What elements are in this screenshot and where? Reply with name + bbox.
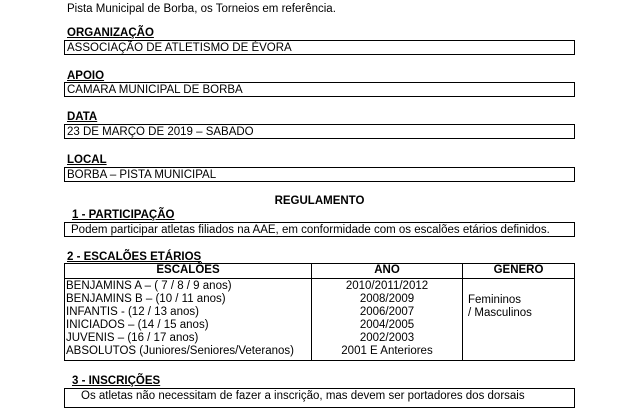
table-right-border <box>574 263 575 361</box>
table-row-escalao: INFANTIS - (12 / 13 anos) <box>66 306 199 318</box>
participacao-box <box>64 222 575 237</box>
apoio-label: APOIO <box>67 70 105 82</box>
participacao-text: Podem participar atletas filiados na AAE, em conformidade com os escalões etários definidos. <box>71 224 550 236</box>
table-row-escalao: INICIADOS – (14 / 15 anos) <box>66 319 209 331</box>
inscricoes-text: Os atletas não necessitam de fazer a inscrição, mas devem ser portadores dos dorsais <box>81 390 525 402</box>
table-row-ano: 2002/2003 <box>359 332 415 344</box>
table-header-genero: GENERO <box>493 264 544 276</box>
organizacao-box <box>64 40 575 55</box>
participacao-heading: 1 - PARTICIPAÇÃO <box>72 209 175 221</box>
table-row-escalao: ABSOLUTOS (Juniores/Seniores/Veteranos) <box>66 345 294 357</box>
table-header-border <box>64 278 575 279</box>
table-row-escalao: JUVENIS – (16 / 17 anos) <box>66 332 199 344</box>
table-bottom-border <box>64 360 575 361</box>
table-row-ano: 2001 E Anteriores <box>341 345 433 357</box>
table-row-ano: 2008/2009 <box>359 293 415 305</box>
organizacao-value: ASSOCIAÇÃO DE ATLETISMO DE ÉVORA <box>67 42 292 54</box>
local-box <box>64 167 575 182</box>
table-row-escalao: BENJAMINS B – (10 / 11 anos) <box>66 293 226 305</box>
local-label: LOCAL <box>67 154 107 166</box>
data-box <box>64 124 575 139</box>
local-value: BORBA – PISTA MUNICIPAL <box>67 169 217 181</box>
organizacao-label: ORGANIZAÇÃO <box>67 27 154 39</box>
intro-text: Pista Municipal de Borba, os Torneios em referência. <box>67 3 336 15</box>
table-col-divider-2 <box>462 263 463 361</box>
data-value: 23 DE MARÇO DE 2019 – SABADO <box>67 126 254 138</box>
escaloes-heading: 2 - ESCALÕES ETÁRIOS <box>67 251 202 263</box>
table-row-ano: 2004/2005 <box>359 319 415 331</box>
apoio-box <box>64 82 575 97</box>
table-row-ano: 2010/2011/2012 <box>345 280 429 292</box>
table-header-escaloes: ESCALÕES <box>156 264 220 276</box>
table-left-border <box>64 263 65 361</box>
apoio-value: CAMARA MUNICIPAL DE BORBA <box>67 84 243 96</box>
table-row-escalao: BENJAMINS A – ( 7 / 8 / 9 anos) <box>66 280 232 292</box>
regulamento-title: REGULAMENTO <box>274 195 365 207</box>
genero-line-2: / Masculinos <box>468 307 532 319</box>
inscricoes-box <box>64 388 575 408</box>
inscricoes-heading: 3 - INSCRIÇÕES <box>72 375 161 387</box>
data-label: DATA <box>67 111 98 123</box>
table-header-ano: ANO <box>374 264 400 276</box>
table-row-ano: 2006/2007 <box>359 306 415 318</box>
genero-line-1: Femininos <box>468 294 522 306</box>
